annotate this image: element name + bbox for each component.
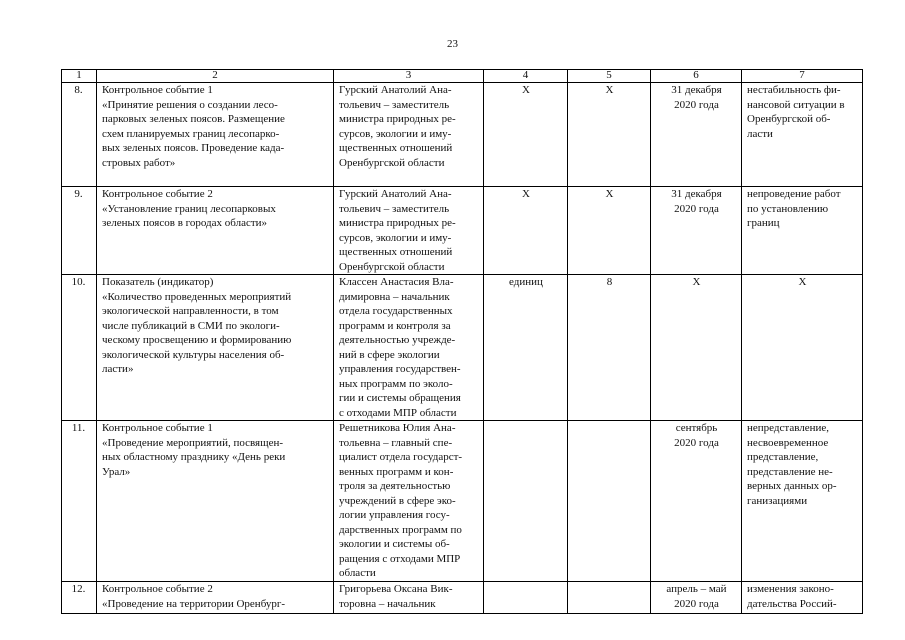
column-header: 2 [97,70,334,83]
value-cell [568,582,651,614]
responsible-person: Григорьева Оксана Вик- торовна – начальник [334,582,484,614]
unit-cell [484,582,568,614]
indicator-name: Показатель (индикатор) «Количество проведенных мероприятий экологической направленности, в том числе публикаций в СМИ по экологи- ческому просвещению и формированию экологической культуры населения об- ласти» [97,275,334,421]
row-number: 9. [62,187,97,275]
row-number: 12. [62,582,97,614]
table-row [62,582,863,614]
table-row [62,83,863,187]
risk-cell: непроведение работ по установлению границ [742,187,863,275]
column-header: 3 [334,70,484,83]
value-cell: Х [568,187,651,275]
responsible-person: Гурский Анатолий Ана- тольевич – заместитель министра природных ре- сурсов, экологии и иму- щественных отношений Оренбургской области [334,187,484,275]
responsible-person: Классен Анастасия Вла- димировна – начальник отдела государственных программ и контроля за деятельностью учрежде- ний в сфере экологии управления государствен- ных программ по эколо- гии и системы обращения с отходами МПР области [334,275,484,421]
table-row [62,187,863,275]
unit-cell: Х [484,83,568,187]
unit-cell: единиц [484,275,568,421]
table-row [62,275,863,421]
control-events-table [61,69,863,614]
responsible-person: Гурский Анатолий Ана- тольевич – заместитель министра природных ре- сурсов, экологии и иму- щественных отношений Оренбургской области [334,83,484,187]
deadline-cell: апрель – май 2020 года [651,582,742,614]
row-number: 10. [62,275,97,421]
table-row [62,421,863,582]
column-header: 7 [742,70,863,83]
unit-cell [484,421,568,582]
risk-cell: непредставление, несвоевременное представление, представление не- верных данных ор- ганизациями [742,421,863,582]
column-header: 5 [568,70,651,83]
column-header: 1 [62,70,97,83]
responsible-person: Решетникова Юлия Ана- тольевна – главный спе- циалист отдела государст- венных программ и кон- троля за деятельностью учреждений в сфере эко- логии управления госу- дарственных программ по экологии и системы об- ращения с отходами МПР области [334,421,484,582]
row-number: 11. [62,421,97,582]
column-header: 6 [651,70,742,83]
page-number: 23 [447,38,458,50]
event-name: Контрольное событие 1 «Принятие решения о создании лесо- парковых зеленых поясов. Размещение схем планируемых границ лесопарко- вых зеленых поясов. Проведение када- стровых работ» [97,83,334,187]
table-header-row [62,70,863,83]
unit-cell: Х [484,187,568,275]
risk-cell: нестабильность фи- нансовой ситуации в Оренбургской об- ласти [742,83,863,187]
value-cell: Х [568,83,651,187]
value-cell [568,421,651,582]
event-name: Контрольное событие 2 «Установление границ лесопарковых зеленых поясов в городах области» [97,187,334,275]
deadline-cell: 31 декабря 2020 года [651,83,742,187]
row-number: 8. [62,83,97,187]
value-cell: 8 [568,275,651,421]
risk-cell: Х [742,275,863,421]
deadline-cell: 31 декабря 2020 года [651,187,742,275]
deadline-cell: сентябрь 2020 года [651,421,742,582]
risk-cell: изменения законо- дательства Россий- [742,582,863,614]
deadline-cell: Х [651,275,742,421]
event-name: Контрольное событие 2 «Проведение на территории Оренбург- [97,582,334,614]
event-name: Контрольное событие 1 «Проведение мероприятий, посвящен- ных областному празднику «День реки Урал» [97,421,334,582]
column-header: 4 [484,70,568,83]
